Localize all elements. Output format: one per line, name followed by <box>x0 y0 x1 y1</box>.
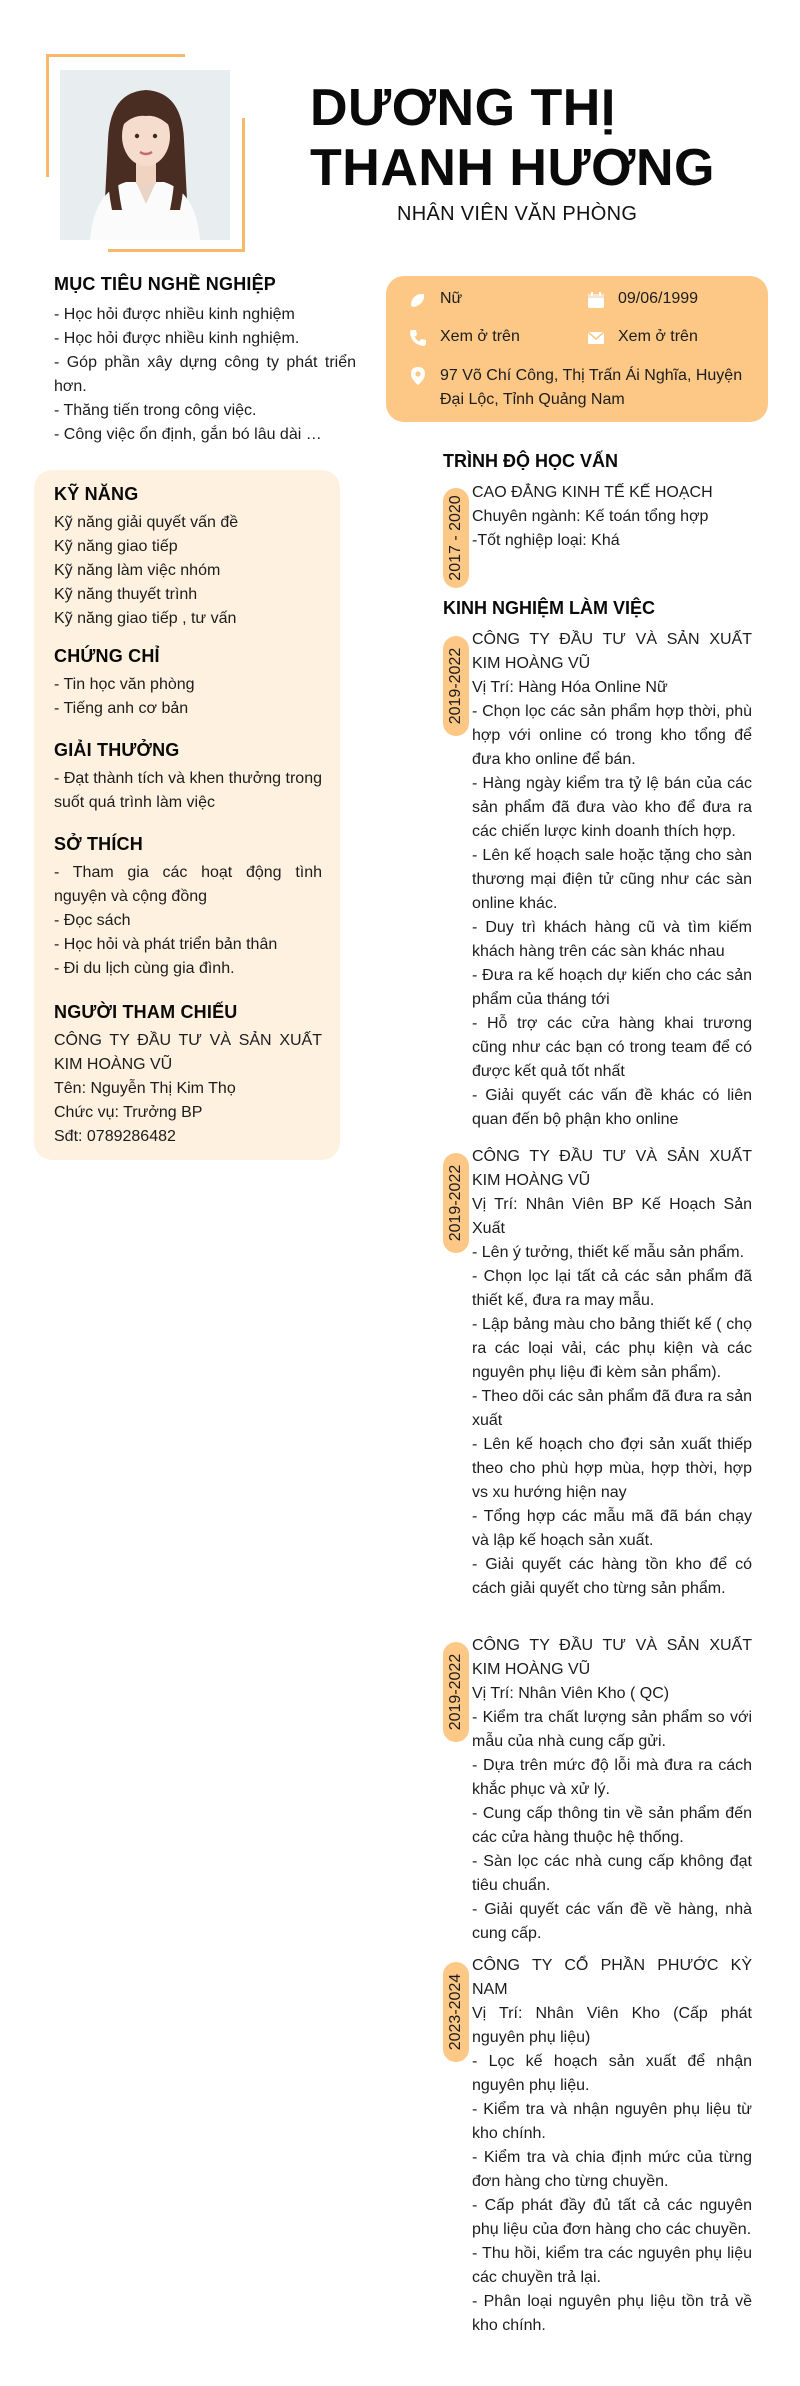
phone-value: Xem ở trên <box>440 328 520 345</box>
profile-photo <box>60 70 230 240</box>
skill-item: Kỹ năng giao tiếp <box>54 538 178 555</box>
job-position: Vị Trí: Nhân Viên BP Kế Hoạch Sản Xuất <box>472 1196 752 1237</box>
skills-section <box>54 484 322 631</box>
certificate-item: - Tin học văn phòng <box>54 676 195 693</box>
section-title: SỞ THÍCH <box>54 834 143 854</box>
graduation-grade: -Tốt nghiệp loại: Khá <box>472 532 620 549</box>
job-title: NHÂN VIÊN VĂN PHÒNG <box>397 203 638 225</box>
job-duty: - Hỗ trợ các cửa hàng khai trương cũng như các bạn có trong team để có được kết quả tốt nhất <box>472 1015 752 1080</box>
job-duty: - Lập bảng màu cho bảng thiết kế ( chọ ra các loại vải, các phụ kiện và các nguyên phụ liệu đi kèm sản phẩm). <box>472 1316 752 1381</box>
hobby-item: - Đọc sách <box>54 912 131 929</box>
job-duty: - Theo dõi các sản phẩm đã đưa ra sản xuất <box>472 1388 752 1429</box>
job-duty: - Chọn lọc các sản phẩm hợp thời, phù hợp với online có trong kho tổng để đưa kho online để bán. <box>472 703 752 768</box>
address-value: 97 Võ Chí Công, Thị Trấn Ái Nghĩa, Huyện Đại Lộc, Tỉnh Quảng Nam <box>440 367 743 408</box>
gender-row <box>408 290 462 310</box>
job-period-badge <box>443 636 469 736</box>
job-company: CÔNG TY ĐẦU TƯ VÀ SẢN XUẤT KIM HOÀNG VŨ <box>472 1148 752 1189</box>
name-line-1: DƯƠNG THỊ <box>310 79 616 137</box>
address-row <box>408 364 748 412</box>
skill-item: Kỹ năng thuyết trình <box>54 586 198 603</box>
candidate-name <box>310 78 750 198</box>
job-period: 2019-2022 <box>447 1653 464 1731</box>
job-duty: - Thu hồi, kiểm tra các nguyên phụ liệu các chuyền trả lại. <box>472 2245 752 2286</box>
objective-line: - Công việc ổn định, gắn bó lâu dài … <box>54 426 322 443</box>
job-duty: - Đưa ra kế hoạch dự kiến cho các sản phẩm của tháng tới <box>472 967 752 1008</box>
job-duty: - Chọn lọc lại tất cả các sản phẩm đã thiết kế, đưa ra may mẫu. <box>472 1268 752 1309</box>
award-text: - Đạt thành tích và khen thưởng trong suốt quá trình làm việc <box>54 770 322 811</box>
email-icon <box>586 328 606 348</box>
job-company: CÔNG TY CỔ PHẦN PHƯỚC KỲ NAM <box>472 1957 752 1998</box>
job-position: Vị Trí: Hàng Hóa Online Nữ <box>472 679 668 696</box>
section-title: NGƯỜI THAM CHIẾU <box>54 1002 238 1022</box>
birthday-value: 09/06/1999 <box>618 290 699 307</box>
job-company: CÔNG TY ĐẦU TƯ VÀ SẢN XUẤT KIM HOÀNG VŨ <box>472 1637 752 1678</box>
job-duty: - Duy trì khách hàng cũ và tìm kiếm khách hàng trên các sàn khác nhau <box>472 919 752 960</box>
gender-value: Nữ <box>440 290 463 307</box>
job-duty: - Kiểm tra và chia định mức của từng đơn hàng cho từng chuyền. <box>472 2149 752 2190</box>
job-duty: - Phân loại nguyên phụ liệu tồn trả về kho chính. <box>472 2293 752 2334</box>
skill-item: Kỹ năng giải quyết vấn đề <box>54 514 239 531</box>
reference-phone: Sđt: 0789286482 <box>54 1128 176 1145</box>
job-entry <box>472 628 752 1132</box>
job-company: CÔNG TY ĐẦU TƯ VÀ SẢN XUẤT KIM HOÀNG VŨ <box>472 631 752 672</box>
job-period: 2019-2022 <box>447 1164 464 1242</box>
experience-title: KINH NGHIỆM LÀM VIỆC <box>443 598 656 618</box>
job-period-badge <box>443 1642 469 1742</box>
reference-position: Chức vụ: Trưởng BP <box>54 1104 203 1121</box>
reference-company: CÔNG TY ĐẦU TƯ VÀ SẢN XUẤT KIM HOÀNG VŨ <box>54 1032 322 1073</box>
section-title: KỸ NĂNG <box>54 484 139 504</box>
job-duty: - Giải quyết các vấn đề về hàng, nhà cung cấp. <box>472 1901 752 1942</box>
career-objective-section <box>54 274 356 447</box>
job-period-badge <box>443 1962 469 2062</box>
awards-section <box>54 740 322 815</box>
objective-line: - Góp phần xây dựng công ty phát triển hơn. <box>54 354 356 395</box>
education-period: 2017 - 2020 <box>447 495 464 581</box>
objective-line: - Học hỏi được nhiều kinh nghiệm. <box>54 330 300 347</box>
left-info-panel <box>34 470 340 1160</box>
reference-name: Tên: Nguyễn Thị Kim Thọ <box>54 1080 236 1097</box>
job-duty: - Giải quyết các vấn đề khác có liên quan đến bộ phận kho online <box>472 1087 752 1128</box>
phone-icon <box>408 328 428 348</box>
job-duty: - Kiểm tra và nhận nguyên phụ liệu từ kho chính. <box>472 2101 752 2142</box>
job-duty: - Hàng ngày kiểm tra tỷ lệ bán của các sản phẩm đã đưa vào kho để đưa ra các chiến lược kinh doanh thích hợp. <box>472 775 752 840</box>
email-row <box>586 328 698 348</box>
job-duty: - Giải quyết các hàng tồn kho để có cách giải quyết cho từng sản phẩm. <box>472 1556 752 1597</box>
job-position: Vị Trí: Nhân Viên Kho (Cấp phát nguyên phụ liệu) <box>472 2005 752 2046</box>
email-value: Xem ở trên <box>618 328 698 345</box>
job-period: 2023-2024 <box>447 1973 464 2051</box>
certificate-item: - Tiếng anh cơ bản <box>54 700 189 717</box>
job-duty: - Cấp phát đầy đủ tất cả các nguyên phụ liệu của đơn hàng cho các chuyền. <box>472 2197 752 2238</box>
education-entry <box>472 481 752 553</box>
objective-line: - Học hỏi được nhiều kinh nghiệm <box>54 306 295 323</box>
job-duty: - Sàn lọc các nhà cung cấp không đạt tiêu chuẩn. <box>472 1853 752 1894</box>
phone-row <box>408 328 520 348</box>
section-title: GIẢI THƯỞNG <box>54 740 180 760</box>
job-entry <box>472 1634 752 1946</box>
job-period-badge <box>443 1153 469 1253</box>
location-icon <box>408 366 428 386</box>
job-duty: - Tổng hợp các mẫu mã đã bán chạy và lập kế hoạch sản xuất. <box>472 1508 752 1549</box>
section-title: MỤC TIÊU NGHỀ NGHIỆP <box>54 274 277 294</box>
job-entry <box>472 1954 752 2338</box>
job-duty: - Lên ý tưởng, thiết kế mẫu sản phẩm. <box>472 1244 745 1261</box>
job-duty: - Kiểm tra chất lượng sản phẩm so với mẫu của nhà cung cấp gửi. <box>472 1709 752 1750</box>
contact-info-card <box>386 276 768 422</box>
job-duty: - Dựa trên mức độ lỗi mà đưa ra cách khắc phục và xử lý. <box>472 1757 752 1798</box>
portrait-illustration <box>60 70 230 240</box>
job-period: 2019-2022 <box>447 647 464 725</box>
section-title: CHỨNG CHỈ <box>54 646 160 666</box>
skill-item: Kỹ năng làm việc nhóm <box>54 562 221 579</box>
calendar-icon <box>586 290 606 310</box>
job-duty: - Lọc kế hoạch sản xuất để nhận nguyên phụ liệu. <box>472 2053 752 2094</box>
job-duty: - Cung cấp thông tin về sản phẩm đến các cửa hàng thuộc hệ thống. <box>472 1805 752 1846</box>
skill-item: Kỹ năng giao tiếp , tư vấn <box>54 610 237 627</box>
education-period-badge <box>443 488 469 588</box>
hobby-item: - Tham gia các hoạt động tình nguyện và cộng đồng <box>54 864 322 905</box>
school-name: CAO ĐẲNG KINH TẾ KẾ HOẠCH <box>472 484 713 501</box>
job-position: Vị Trí: Nhân Viên Kho ( QC) <box>472 1685 670 1702</box>
education-title: TRÌNH ĐỘ HỌC VẤN <box>443 451 618 471</box>
hobby-item: - Học hỏi và phát triển bản thân <box>54 936 278 953</box>
gender-icon <box>408 290 428 310</box>
job-duty: - Lên kế hoạch cho đợi sản xuất thiếp theo cho phù hợp mùa, hợp thời, hợp vs xu hướng hiện nay <box>472 1436 752 1501</box>
job-duty: - Lên kế hoạch sale hoặc tặng cho sàn thương mại điện tử cũng như các sàn online khác. <box>472 847 752 912</box>
reference-section <box>54 1002 322 1149</box>
certificates-section <box>54 646 322 721</box>
hobbies-section <box>54 834 322 981</box>
job-entry <box>472 1145 752 1601</box>
hobby-item: - Đi du lịch cùng gia đình. <box>54 960 235 977</box>
objective-line: - Thăng tiến trong công việc. <box>54 402 257 419</box>
birthday-row <box>586 290 698 310</box>
major: Chuyên ngành: Kế toán tổng hợp <box>472 508 709 525</box>
name-line-2: THANH HƯƠNG <box>310 139 715 197</box>
